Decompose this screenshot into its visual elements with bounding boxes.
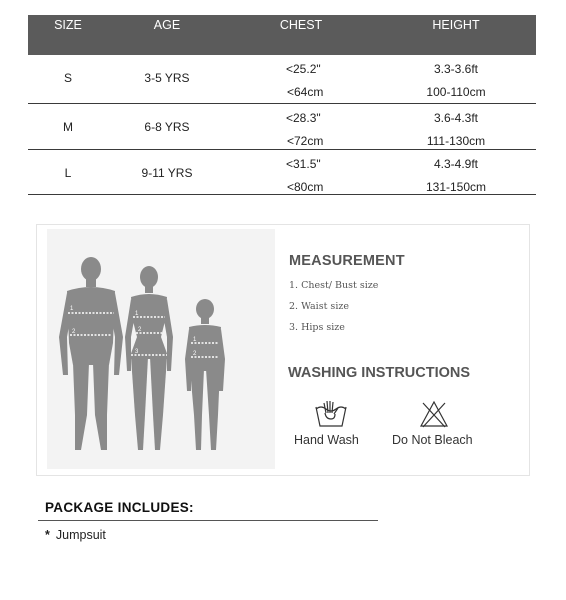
table-row xyxy=(28,55,536,104)
row-chest-cm: <72cm xyxy=(287,134,324,148)
adult-male-figure xyxy=(59,257,123,450)
row-chest-in: <31.5" xyxy=(286,157,321,171)
hand-wash-icon xyxy=(313,399,349,429)
do-not-bleach-icon xyxy=(419,399,449,429)
package-item-label: Jumpsuit xyxy=(55,528,106,542)
row-height-cm: 131-150cm xyxy=(425,180,487,194)
row-chest-in: <28.3" xyxy=(286,111,321,125)
do-not-bleach-label: Do Not Bleach xyxy=(392,433,473,447)
row-chest-in: <25.2" xyxy=(286,62,321,76)
header-height: HEIGHT xyxy=(432,18,480,32)
measurement-item-waist: 2. Waist size xyxy=(289,301,349,312)
row-height-ft: 3.6-4.3ft xyxy=(433,111,479,125)
row-height-ft: 3.3-3.6ft xyxy=(433,62,479,76)
mark-2: 2 xyxy=(138,327,142,333)
size-chart-table xyxy=(28,15,536,194)
row-height-cm: 100-110cm xyxy=(426,85,486,99)
measurement-item-chest: 1. Chest/ Bust size xyxy=(289,280,379,291)
mark-3: 3 xyxy=(135,349,139,355)
mark-2: 2 xyxy=(72,329,76,335)
header-size: SIZE xyxy=(54,18,82,32)
body-figures-illustration xyxy=(37,225,277,475)
table-row xyxy=(28,104,536,150)
row-size: S xyxy=(63,71,72,85)
mark-1: 1 xyxy=(135,311,139,317)
row-chest-cm: <64cm xyxy=(287,85,324,99)
header-chest: CHEST xyxy=(279,18,323,32)
header-age: AGE xyxy=(153,18,181,32)
table-row xyxy=(28,150,536,195)
row-size: M xyxy=(63,120,73,134)
package-divider xyxy=(38,520,378,521)
package-item xyxy=(45,528,106,542)
child-figure xyxy=(185,299,225,450)
adult-female-figure xyxy=(125,266,173,450)
mark-1: 1 xyxy=(193,337,197,343)
measurement-panel xyxy=(36,224,530,476)
bullet-star: * xyxy=(45,528,50,542)
row-age: 3-5 YRS xyxy=(144,71,190,85)
row-height-ft: 4.3-4.9ft xyxy=(433,157,479,171)
package-title: PACKAGE INCLUDES: xyxy=(45,500,194,515)
mark-2: 2 xyxy=(193,351,197,357)
mark-1: 1 xyxy=(70,306,74,312)
row-age: 6-8 YRS xyxy=(144,120,190,134)
row-age: 9-11 YRS xyxy=(141,166,193,180)
row-height-cm: 111-130cm xyxy=(426,134,486,148)
washing-title: WASHING INSTRUCTIONS xyxy=(288,365,471,381)
measurement-item-hips: 3. Hips size xyxy=(289,322,345,333)
hand-wash-label: Hand Wash xyxy=(294,433,359,447)
row-size: L xyxy=(64,166,72,180)
table-header xyxy=(28,15,536,55)
row-chest-cm: <80cm xyxy=(287,180,324,194)
measurement-title: MEASUREMENT xyxy=(289,253,405,269)
